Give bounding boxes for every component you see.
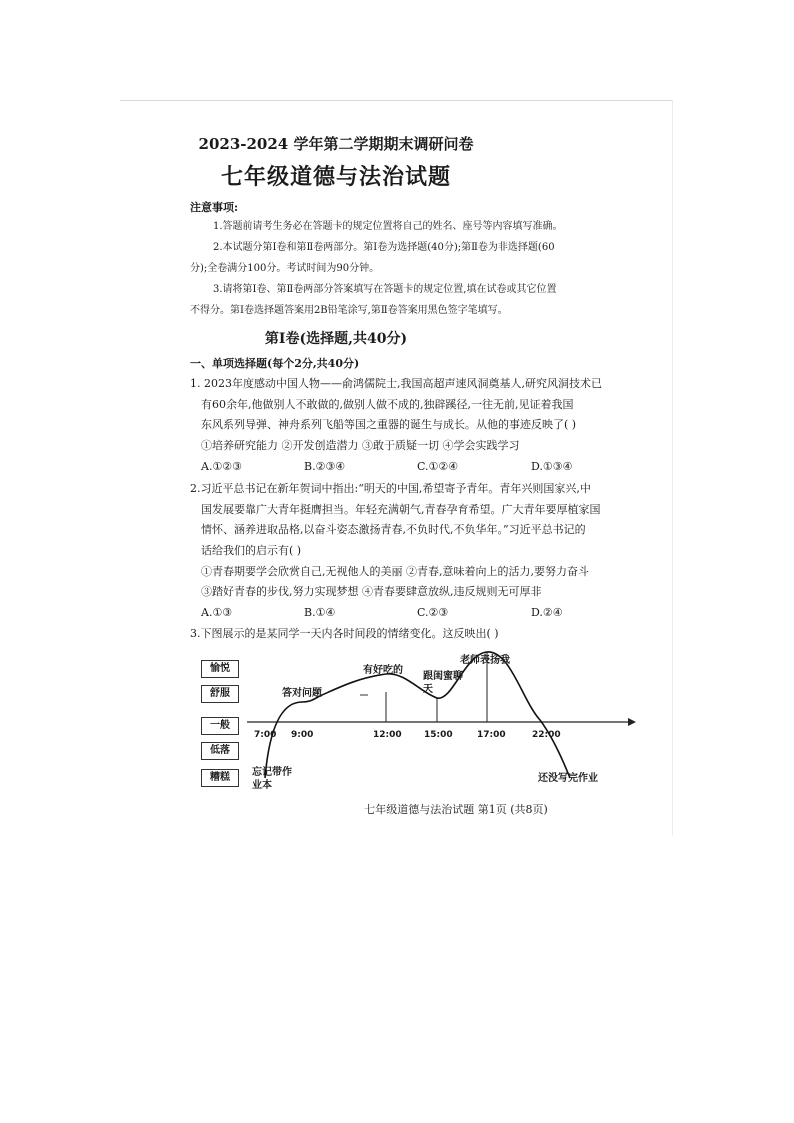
question-line: 2.习近平总书记在新年贺词中指出:“明天的中国,希望寄予青年。青年兴则国家兴,中 [190,482,591,495]
question-line: 1. 2023年度感动中国人物——俞鸿儒院士,我国高超声速风洞奠基人,研究风洞技术已 [190,377,602,390]
notice-heading: 注意事项: [190,201,239,214]
answer-option: A.①③ [201,606,233,619]
chart-annotation: 跟闺蜜聊天 [423,671,463,695]
x-tick-label: 7:00 [254,730,277,740]
chart-annotation: 老师表扬我 [460,655,510,666]
x-tick-label: 17:00 [477,730,506,740]
x-tick-label: 15:00 [424,730,453,740]
x-axis-arrow [628,718,636,726]
mood-level-label: 一般 [201,717,239,735]
mood-level-label: 舒服 [201,685,239,703]
answer-option: C.①②④ [417,460,459,473]
question-line: 情怀、涵养进取品格,以奋斗姿态激扬青春,不负时代,不负华年。”习近平总书记的 [201,523,586,536]
x-tick-label: 22:00 [532,730,561,740]
x-tick-label: 9:00 [291,730,314,740]
question-line: 3.下图展示的是某同学一天内各时间段的情绪变化。这反映出( ) [190,627,499,640]
question-line: 东风系列导弹、神舟系列飞船等国之重器的诞生与成长。从他的事迹反映了( ) [201,418,577,431]
question-statements: ③踏好青春的步伐,努力实现梦想 ④青春要肆意放纵,违反规则无可厚非 [201,585,542,598]
answer-option: B.②③④ [304,460,346,473]
page-footer: 七年级道德与法治试题 第1页 (共8页) [364,803,548,816]
notice-line: 不得分。第Ⅰ卷选择题答案用2B铅笔涂写,第Ⅱ卷答案用黑色签字笔填写。 [190,305,508,316]
notice-line: 3.请将第Ⅰ卷、第Ⅱ卷两部分答案填写在答题卡的规定位置,填在试卷或其它位置 [213,284,557,295]
question-line: 话给我们的启示有( ) [201,544,302,557]
section-title: 第Ⅰ卷(选择题,共40分) [264,331,408,347]
answer-option: C.②③ [417,606,449,619]
mood-level-label: 愉悦 [201,660,239,678]
question-statements: ①青春期要学会欣赏自己,无视他人的美丽 ②青春,意味着向上的活力,要努力奋斗 [201,565,589,578]
notice-line: 1.答题前请考生务必在答题卡的规定位置将自己的姓名、座号等内容填写准确。 [213,221,563,232]
chart-annotation: 还没写完作业 [538,773,598,784]
chart-annotation: 有好吃的 [363,665,403,676]
mood-level-label: 糟糕 [201,769,239,787]
notice-line: 2.本试题分第Ⅰ卷和第Ⅱ卷两部分。第Ⅰ卷为选择题(40分);第Ⅱ卷为非选择题(60 [213,242,555,253]
part-heading: 一、单项选择题(每个2分,共40分) [190,357,360,370]
question-line: 有60余年,他做别人不敢做的,做别人做不成的,独辟蹊径,一往无前,见证着我国 [201,398,574,411]
emotion-curve [265,652,570,778]
chart-annotation: 忘记带作业本 [252,767,292,791]
answer-option: B.①④ [304,606,336,619]
question-statements: ①培养研究能力 ②开发创造潜力 ③敢于质疑一切 ④学会实践学习 [201,439,520,452]
x-tick-label: 12:00 [373,730,402,740]
exam-title: 2023-2024 学年第二学期期末调研问卷 [198,135,474,153]
mood-level-label: 低落 [201,742,239,760]
answer-option: D.①③④ [531,460,573,473]
chart-annotation: 答对问题 [282,688,322,699]
notice-line: 分);全卷满分100分。考试时间为90分钟。 [190,263,380,274]
answer-option: A.①②③ [201,460,243,473]
exam-subject-title: 七年级道德与法治试题 [220,164,451,190]
answer-option: D.②④ [531,606,563,619]
question-line: 国发展要靠广大青年挺膺担当。年轻充满朝气,青春孕育希望。广大青年要厚植家国 [201,503,601,516]
